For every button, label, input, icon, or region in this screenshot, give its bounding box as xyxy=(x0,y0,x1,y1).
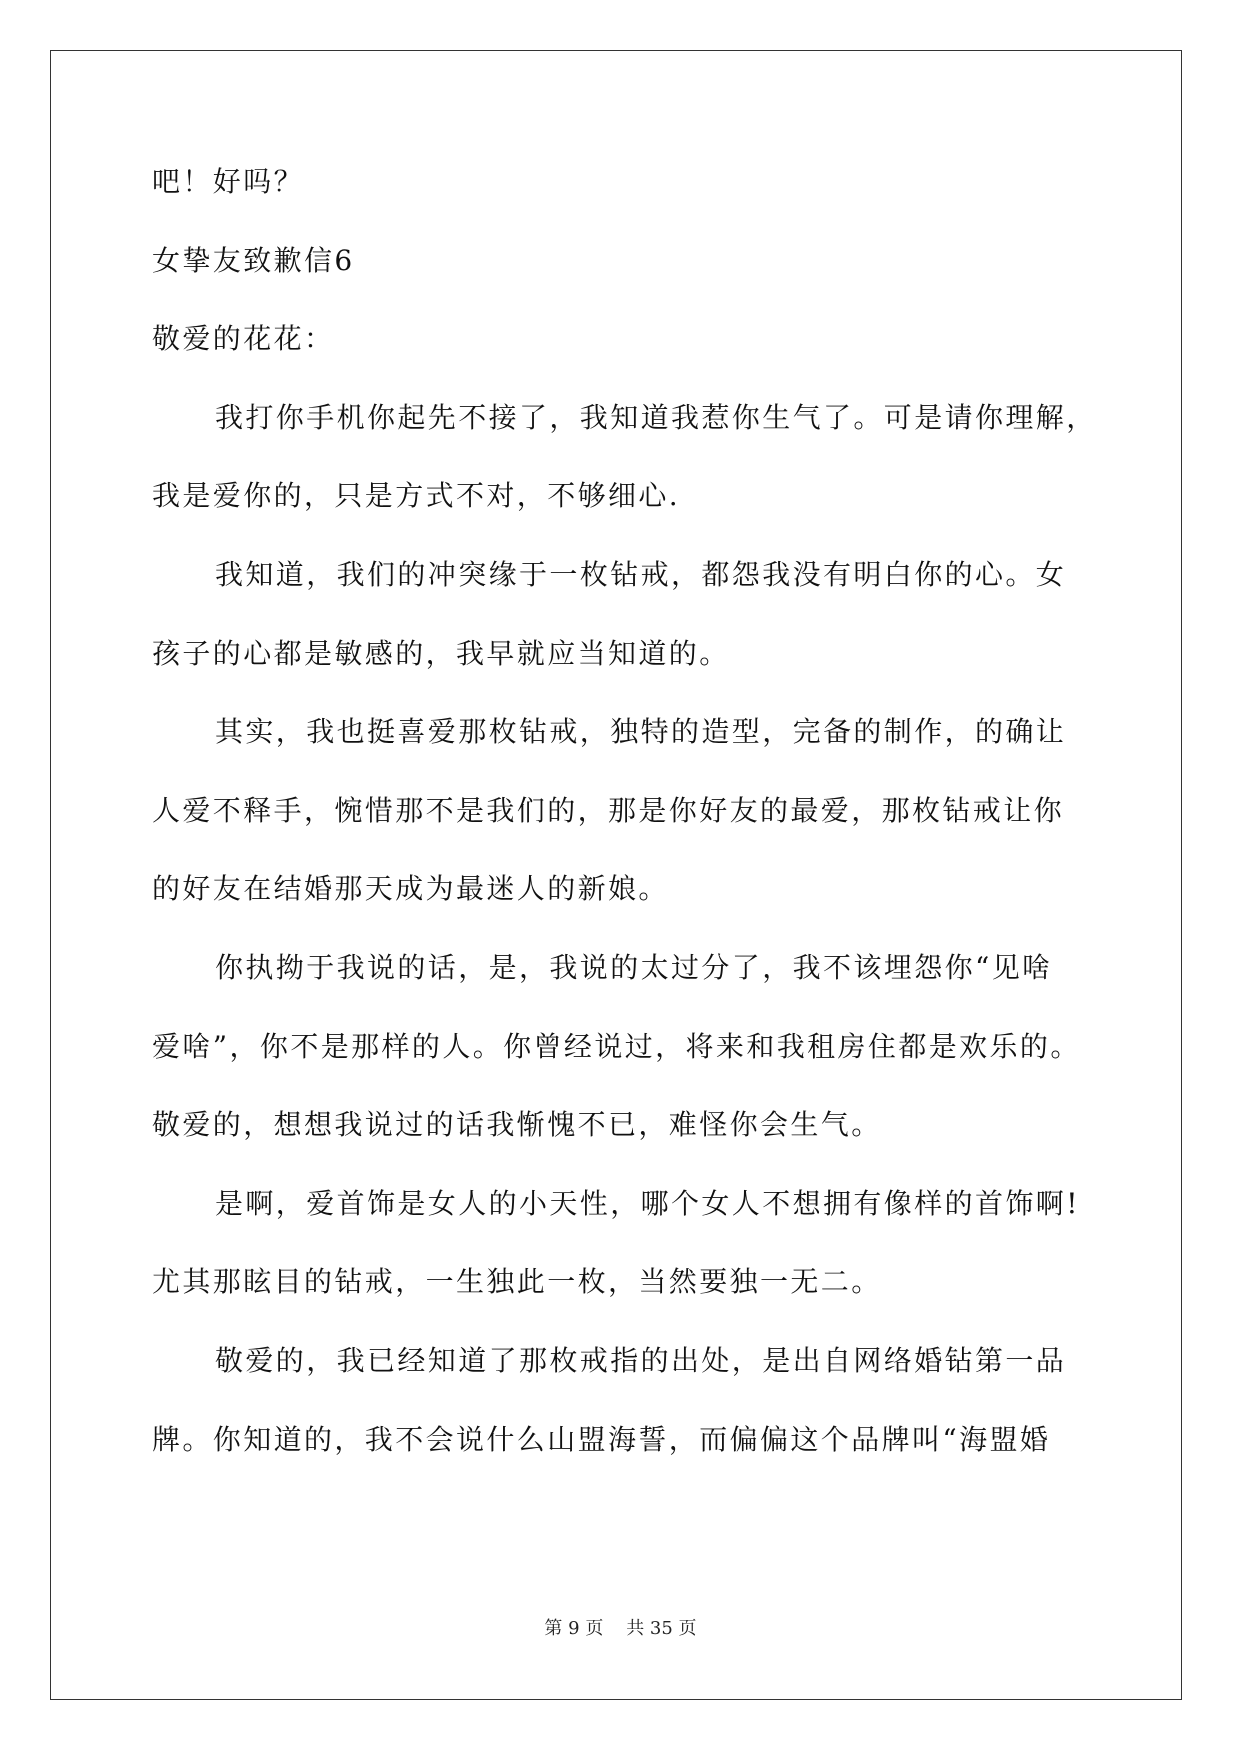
paragraph-line: 我是爱你的，只是方式不对，不够细心. xyxy=(152,479,681,513)
text-line: 吧！好吗？ xyxy=(152,165,305,198)
paragraph-line: 尤其那眩目的钻戒，一生独此一枚，当然要独一无二。 xyxy=(152,1265,882,1299)
paragraph-line: 孩子的心都是敏感的，我早就应当知道的。 xyxy=(152,636,730,670)
paragraph-line: 爱啥”，你不是那样的人。你曾经说过，将来和我租房住都是欢乐的。 xyxy=(152,1029,1081,1063)
paragraph-line: 其实，我也挺喜爱那枚钻戒，独特的造型，完备的制作，的确让 xyxy=(215,715,1067,749)
document-body xyxy=(152,162,1097,1498)
letter-heading: 女挚友致歉信6 xyxy=(152,243,355,277)
paragraph-line: 你执拗于我说的话，是，我说的太过分了，我不该埋怨你“见啥 xyxy=(215,950,1053,984)
paragraph-line: 我打你手机你起先不接了，我知道我惹你生气了。可是请你理解， xyxy=(215,400,1097,434)
paragraph-line: 敬爱的，我已经知道了那枚戒指的出处，是出自网络婚钻第一品 xyxy=(215,1343,1067,1377)
paragraph-line: 我知道，我们的冲突缘于一枚钻戒，都怨我没有明白你的心。女 xyxy=(215,557,1067,591)
paragraph-line: 的好友在结婚那天成为最迷人的新娘。 xyxy=(152,872,669,906)
paragraph-line: 是啊，爱首饰是女人的小天性，哪个女人不想拥有像样的首饰啊! xyxy=(215,1186,1080,1220)
page-indicator: 第 9 页 共 35 页 xyxy=(544,1618,697,1639)
page-number-footer xyxy=(0,1617,1241,1641)
paragraph-line: 敬爱的，想想我说过的话我惭愧不已，难怪你会生气。 xyxy=(152,1108,882,1142)
salutation: 敬爱的花花： xyxy=(152,322,335,356)
paragraph-line: 牌。你知道的，我不会说什么山盟海誓，而偏偏这个品牌叫“海盟婚 xyxy=(152,1422,1051,1456)
paragraph-line: 人爱不释手，惋惜那不是我们的，那是你好友的最爱，那枚钻戒让你 xyxy=(152,793,1065,827)
